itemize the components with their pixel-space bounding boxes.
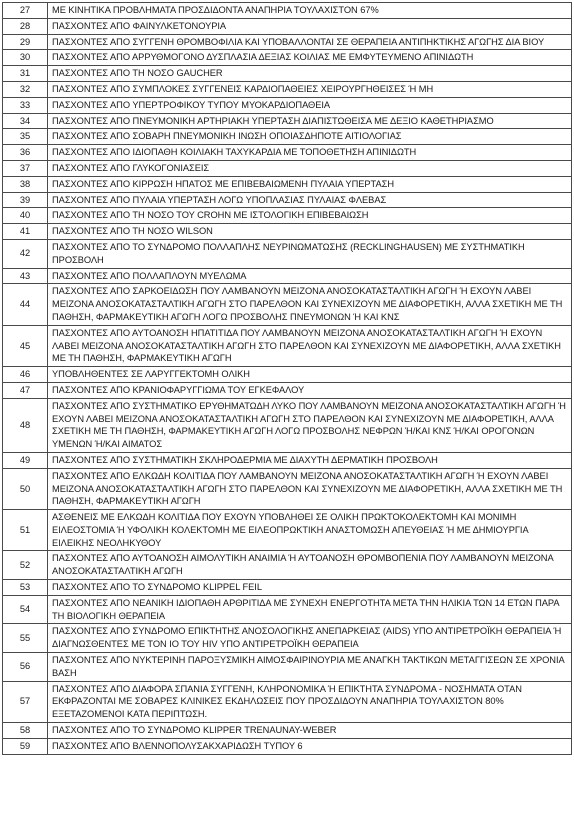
row-number: 33 — [3, 97, 48, 113]
row-number: 32 — [3, 81, 48, 97]
table-row — [3, 284, 572, 325]
table-row — [3, 653, 572, 682]
table-row — [3, 382, 572, 398]
row-description: ΠΑΣΧΟΝΤΕΣ ΑΠΟ ΥΠΕΡΤΡΟΦΙΚΟΥ ΤΥΠΟΥ ΜΥΟΚΑΡΔΙΟΠΑΘΕΙΑ — [48, 97, 572, 113]
row-number: 42 — [3, 239, 48, 268]
conditions-table-body — [3, 3, 572, 755]
table-row — [3, 268, 572, 284]
row-number: 35 — [3, 129, 48, 145]
row-description: ΑΣΘΕΝΕΙΣ ΜΕ ΕΛΚΩΔΗ ΚΟΛΙΤΙΔΑ ΠΟΥ ΕΧΟΥΝ ΥΠΟΒΛΗΘΕΙ ΣΕ ΟΛΙΚΗ ΠΡΩΚΤΟΚΟΛΕΚΤΟΜΗ ΚΑΙ ΜΟΝΙΜΗ ΕΙΛΕΟΣΤΟΜΙΑ Ή ΥΦΟΛΙΚΗ ΚΟΛΕΚΤΟΜΗ ΜΕ ΕΙΛΕΟΠΡΩΚΤΙΚΗ ΑΝΑΣΤΟΜΩΣΗ ΑΠΕΥΘΕΙΑΣ Ή ΜΕ ΔΗΜΙΟΥΡΓΙΑ ΕΙΛΕΙΚΗΣ ΝΕΟΛΗΚΥΘΟΥ — [48, 510, 572, 551]
row-description: ΠΑΣΧΟΝΤΕΣ ΑΠΟ ΑΥΤΟΑΝΟΣΗ ΑΙΜΟΛΥΤΙΚΗ ΑΝΑΙΜΙΑ Ή ΑΥΤΟΑΝΟΣΗ ΘΡΟΜΒΟΠΕΝΙΑ ΠΟΥ ΛΑΜΒΑΝΟΥΝ ΜΕΙΖΟΝΑ ΑΝΟΣΟΚΑΤΑΣΤΑΛΤΙΚΗ ΑΓΩΓΗ — [48, 551, 572, 580]
table-row — [3, 3, 572, 19]
row-description: ΠΑΣΧΟΝΤΕΣ ΑΠΟ ΤΗ ΝΟΣΟ ΤΟΥ CROHN ΜΕ ΙΣΤΟΛΟΓΙΚΗ ΕΠΙΒΕΒΑΙΩΣΗ — [48, 208, 572, 224]
row-number: 45 — [3, 325, 48, 366]
row-number: 48 — [3, 398, 48, 452]
row-number: 56 — [3, 653, 48, 682]
row-number: 57 — [3, 681, 48, 722]
row-number: 55 — [3, 624, 48, 653]
table-row — [3, 468, 572, 509]
row-description: ΠΑΣΧΟΝΤΕΣ ΑΠΟ ΣΥΓΓΕΝΗ ΘΡΟΜΒΟΦΙΛΙΑ ΚΑΙ ΥΠΟΒΑΛΛΟΝΤΑΙ ΣΕ ΘΕΡΑΠΕΙΑ ΑΝΤΙΠΗΚΤΙΚΗΣ ΑΓΩΓΗΣ ΔΙΑ ΒΙΟΥ — [48, 34, 572, 50]
row-description: ΠΑΣΧΟΝΤΕΣ ΑΠΟ ΤΟ ΣΥΝΔΡΟΜΟ ΠΟΛΛΑΠΛΗΣ ΝΕΥΡΙΝΩΜΑΤΩΣΗΣ (RECKLINGHAUSEN) ΜΕ ΣΥΣΤΗΜΑΤΙΚΗ ΠΡΟΣΒΟΛΗ — [48, 239, 572, 268]
table-row — [3, 145, 572, 161]
row-description: ΠΑΣΧΟΝΤΕΣ ΑΠΟ ΤΟ ΣΥΝΔΡΟΜΟ KLIPPEL FEIL — [48, 580, 572, 596]
table-row — [3, 398, 572, 452]
row-number: 49 — [3, 452, 48, 468]
row-number: 46 — [3, 367, 48, 383]
row-number: 50 — [3, 468, 48, 509]
row-number: 54 — [3, 595, 48, 624]
table-row — [3, 129, 572, 145]
row-number: 38 — [3, 176, 48, 192]
row-number: 31 — [3, 66, 48, 82]
table-row — [3, 34, 572, 50]
row-description: ΠΑΣΧΟΝΤΕΣ ΑΠΟ ΤΗ ΝΟΣΟ GAUCHER — [48, 66, 572, 82]
table-row — [3, 208, 572, 224]
row-number: 36 — [3, 145, 48, 161]
table-row — [3, 723, 572, 739]
row-number: 59 — [3, 738, 48, 754]
table-row — [3, 624, 572, 653]
row-number: 52 — [3, 551, 48, 580]
table-row — [3, 224, 572, 240]
row-description: ΠΑΣΧΟΝΤΕΣ ΑΠΟ ΠΟΛΛΑΠΛΟΥΝ ΜΥΕΛΩΜΑ — [48, 268, 572, 284]
row-number: 34 — [3, 113, 48, 129]
table-row — [3, 738, 572, 754]
row-description: ΠΑΣΧΟΝΤΕΣ ΑΠΟ ΙΔΙΟΠΑΘΗ ΚΟΙΛΙΑΚΗ ΤΑΧΥΚΑΡΔΙΑ ΜΕ ΤΟΠΟΘΕΤΗΣΗ ΑΠΙΝΙΔΩΤΗ — [48, 145, 572, 161]
row-description: ΠΑΣΧΟΝΤΕΣ ΑΠΟ ΣΥΝΔΡΟΜΟ ΕΠΙΚΤΗΤΗΣ ΑΝΟΣΟΛΟΓΙΚΗΣ ΑΝΕΠΑΡΚΕΙΑΣ (AIDS) ΥΠΟ ΑΝΤΙΡΕΤΡΟΪΚΗ ΘΕΡΑΠΕΙΑ Ή ΔΙΑΓΝΩΣΘΕΝΤΕΣ ΜΕ ΤΟΝ ΙΟ ΤΟΥ HIV ΥΠΟ ΑΝΤΙΡΕΤΡΟΪΚΗ ΘΕΡΑΠΕΙΑ — [48, 624, 572, 653]
table-row — [3, 239, 572, 268]
table-row — [3, 113, 572, 129]
table-row — [3, 192, 572, 208]
table-row — [3, 176, 572, 192]
table-row — [3, 510, 572, 551]
row-number: 47 — [3, 382, 48, 398]
row-description: ΠΑΣΧΟΝΤΕΣ ΑΠΟ ΦΑΙΝΥΛΚΕΤΟΝΟΥΡΙΑ — [48, 18, 572, 34]
row-description: ΠΑΣΧΟΝΤΕΣ ΑΠΟ ΔΙΑΦΟΡΑ ΣΠΑΝΙΑ ΣΥΓΓΕΝΗ, ΚΛΗΡΟΝΟΜΙΚΑ Ή ΕΠΙΚΤΗΤΑ ΣΥΝΔΡΟΜΑ - ΝΟΣΗΜΑΤΑ ΟΤΑΝ ΕΚΦΡΑΖΟΝΤΑΙ ΜΕ ΣΟΒΑΡΕΣ ΚΛΙΝΙΚΕΣ ΕΚΔΗΛΩΣΕΙΣ ΠΟΥ ΠΡΟΣΔΙΔΟΥΝ ΑΝΑΠΗΡΙΑ ΤΟΥΛΑΧΙΣΤΟΝ 80% ΕΞΕΤΑΖΟΜΕΝΟΙ ΚΑΤΑ ΠΕΡΙΠΤΩΣΗ. — [48, 681, 572, 722]
row-description: ΠΑΣΧΟΝΤΕΣ ΑΠΟ ΣΑΡΚΟΕΙΔΩΣΗ ΠΟΥ ΛΑΜΒΑΝΟΥΝ ΜΕΙΖΟΝΑ ΑΝΟΣΟΚΑΤΑΣΤΑΛΤΙΚΗ ΑΓΩΓΗ Ή ΕΧΟΥΝ ΛΑΒΕΙ ΜΕΙΖΟΝΑ ΑΝΟΣΟΚΑΤΑΣΤΑΛΤΙΚΗ ΑΓΩΓΗ ΣΤΟ ΠΑΡΕΛΘΟΝ ΚΑΙ ΣΥΝΕΧΙΖΟΥΝ ΜΕ ΔΙΑΦΟΡΕΤΙΚΗ, ΑΛΛΑ ΣΧΕΤΙΚΗ ΜΕ ΤΗ ΠΑΘΗΣΗ, ΦΑΡΜΑΚΕΥΤΙΚΗ ΑΓΩΓΗ ΛΟΓΩ ΠΡΟΣΒΟΛΗΣ ΠΝΕΥΜΟΝΩΝ Ή ΚΑΙ ΚΝΣ — [48, 284, 572, 325]
row-description: ΠΑΣΧΟΝΤΕΣ ΑΠΟ ΣΥΣΤΗΜΑΤΙΚΟ ΕΡΥΘΗΜΑΤΩΔΗ ΛΥΚΟ ΠΟΥ ΛΑΜΒΑΝΟΥΝ ΜΕΙΖΟΝΑ ΑΝΟΣΟΚΑΤΑΣΤΑΛΤΙΚΗ ΑΓΩΓΗ Ή ΕΧΟΥΝ ΛΑΒΕΙ ΜΕΙΖΟΝΑ ΑΝΟΣΟΚΑΤΑΣΤΑΛΤΙΚΗ ΑΓΩΓΗ ΣΤΟ ΠΑΡΕΛΘΟΝ ΚΑΙ ΣΥΝΕΧΙΖΟΥΝ ΜΕ ΔΙΑΦΟΡΕΤΙΚΗ, ΑΛΛΑ ΣΧΕΤΙΚΗ ΜΕ ΤΗ ΠΑΘΗΣΗ, ΦΑΡΜΑΚΕΥΤΙΚΗ ΑΓΩΓΗ ΛΟΓΩ ΠΡΟΣΒΟΛΗΣ ΝΕΦΡΩΝ Ή/ΚΑΙ ΚΝΣ Ή/ΚΑΙ ΟΡΟΓΟΝΩΝ ΥΜΕΝΩΝ Ή/ΚΑΙ ΑΙΜΑΤΟΣ — [48, 398, 572, 452]
row-number: 39 — [3, 192, 48, 208]
row-description: ΠΑΣΧΟΝΤΕΣ ΑΠΟ ΕΛΚΩΔΗ ΚΟΛΙΤΙΔΑ ΠΟΥ ΛΑΜΒΑΝΟΥΝ ΜΕΙΖΟΝΑ ΑΝΟΣΟΚΑΤΑΣΤΑΛΤΙΚΗ ΑΓΩΓΗ Ή ΕΧΟΥΝ ΛΑΒΕΙ ΜΕΙΖΟΝΑ ΑΝΟΣΟΚΑΤΑΣΤΑΛΤΙΚΗ ΑΓΩΓΗ ΣΤΟ ΠΑΡΕΛΘΟΝ ΚΑΙ ΣΥΝΕΧΙΖΟΥΝ ΜΕ ΔΙΑΦΟΡΕΤΙΚΗ, ΑΛΛΑ ΣΧΕΤΙΚΗ ΜΕ ΤΗ ΠΑΘΗΣΗ, ΦΑΡΜΑΚΕΥΤΙΚΗ ΑΓΩΓΗ — [48, 468, 572, 509]
row-number: 28 — [3, 18, 48, 34]
row-number: 40 — [3, 208, 48, 224]
row-description: ΠΑΣΧΟΝΤΕΣ ΑΠΟ ΝΕΑΝΙΚΗ ΙΔΙΟΠΑΘΗ ΑΡΘΡΙΤΙΔΑ ΜΕ ΣΥΝΕΧΗ ΕΝΕΡΓΟΤΗΤΑ ΜΕΤΑ ΤΗΝ ΗΛΙΚΙΑ ΤΩΝ 14 ΕΤΩΝ ΠΑΡΑ ΤΗ ΒΙΟΛΟΓΙΚΗ ΘΕΡΑΠΕΙΑ — [48, 595, 572, 624]
row-description: ΠΑΣΧΟΝΤΕΣ ΑΠΟ ΤΗ ΝΟΣΟ WILSON — [48, 224, 572, 240]
row-number: 30 — [3, 50, 48, 66]
table-row — [3, 452, 572, 468]
row-number: 43 — [3, 268, 48, 284]
row-number: 44 — [3, 284, 48, 325]
row-number: 41 — [3, 224, 48, 240]
row-number: 58 — [3, 723, 48, 739]
row-description: ΠΑΣΧΟΝΤΕΣ ΑΠΟ ΣΥΣΤΗΜΑΤΙΚΗ ΣΚΛΗΡΟΔΕΡΜΙΑ ΜΕ ΔΙΑΧΥΤΗ ΔΕΡΜΑΤΙΚΗ ΠΡΟΣΒΟΛΗ — [48, 452, 572, 468]
conditions-table — [2, 2, 572, 755]
table-row — [3, 50, 572, 66]
table-row — [3, 367, 572, 383]
table-row — [3, 580, 572, 596]
row-number: 53 — [3, 580, 48, 596]
row-description: ΜΕ ΚΙΝΗΤΙΚΑ ΠΡΟΒΛΗΜΑΤΑ ΠΡΟΣΔΙΔΟΝΤΑ ΑΝΑΠΗΡΙΑ ΤΟΥΛΑΧΙΣΤΟΝ 67% — [48, 3, 572, 19]
row-description: ΠΑΣΧΟΝΤΕΣ ΑΠΟ ΚΡΑΝΙΟΦΑΡΥΓΓΙΩΜΑ ΤΟΥ ΕΓΚΕΦΑΛΟΥ — [48, 382, 572, 398]
table-row — [3, 81, 572, 97]
table-row — [3, 325, 572, 366]
row-description: ΠΑΣΧΟΝΤΕΣ ΑΠΟ ΓΛΥΚΟΓΟΝΙΑΣΕΙΣ — [48, 160, 572, 176]
table-row — [3, 160, 572, 176]
table-row — [3, 97, 572, 113]
table-row — [3, 681, 572, 722]
row-description: ΠΑΣΧΟΝΤΕΣ ΑΠΟ ΠΝΕΥΜΟΝΙΚΗ ΑΡΤΗΡΙΑΚΗ ΥΠΕΡΤΑΣΗ ΔΙΑΠΙΣΤΩΘΕΙΣΑ ΜΕ ΔΕΞΙΟ ΚΑΘΕΤΗΡΙΑΣΜΟ — [48, 113, 572, 129]
row-description: ΠΑΣΧΟΝΤΕΣ ΑΠΟ ΒΛΕΝΝΟΠΟΛΥΣΑΚΧΑΡΙΔΩΣΗ ΤΥΠΟΥ 6 — [48, 738, 572, 754]
row-description: ΠΑΣΧΟΝΤΕΣ ΑΠΟ ΤΟ ΣΥΝΔΡΟΜΟ KLIPPER TRENAUNAY-WEBER — [48, 723, 572, 739]
row-description: ΠΑΣΧΟΝΤΕΣ ΑΠΟ ΝΥΚΤΕΡΙΝΗ ΠΑΡΟΞΥΣΜΙΚΗ ΑΙΜΟΣΦΑΙΡΙΝΟΥΡΙΑ ΜΕ ΑΝΑΓΚΗ ΤΑΚΤΙΚΩΝ ΜΕΤΑΓΓΙΣΕΩΝ ΣΕ ΧΡΟΝΙΑ ΒΑΣΗ — [48, 653, 572, 682]
row-description: ΥΠΟΒΛΗΘΕΝΤΕΣ ΣΕ ΛΑΡΥΓΓΕΚΤΟΜΗ ΟΛΙΚΗ — [48, 367, 572, 383]
row-description: ΠΑΣΧΟΝΤΕΣ ΑΠΟ ΣΟΒΑΡΗ ΠΝΕΥΜΟΝΙΚΗ ΙΝΩΣΗ ΟΠΟΙΑΣΔΗΠΟΤΕ ΑΙΤΙΟΛΟΓΙΑΣ — [48, 129, 572, 145]
row-number: 37 — [3, 160, 48, 176]
row-description: ΠΑΣΧΟΝΤΕΣ ΑΠΟ ΑΡΡΥΘΜΟΓΟΝΟ ΔΥΣΠΛΑΣΙΑ ΔΕΞΙΑΣ ΚΟΙΛΙΑΣ ΜΕ ΕΜΦΥΤΕΥΜΕΝΟ ΑΠΙΝΙΔΩΤΗ — [48, 50, 572, 66]
row-number: 29 — [3, 34, 48, 50]
table-row — [3, 66, 572, 82]
row-description: ΠΑΣΧΟΝΤΕΣ ΑΠΟ ΠΥΛΑΙΑ ΥΠΕΡΤΑΣΗ ΛΟΓΩ ΥΠΟΠΛΑΣΙΑΣ ΠΥΛΑΙΑΣ ΦΛΕΒΑΣ — [48, 192, 572, 208]
row-number: 27 — [3, 3, 48, 19]
row-description: ΠΑΣΧΟΝΤΕΣ ΑΠΟ ΑΥΤΟΑΝΟΣΗ ΗΠΑΤΙΤΙΔΑ ΠΟΥ ΛΑΜΒΑΝΟΥΝ ΜΕΙΖΟΝΑ ΑΝΟΣΟΚΑΤΑΣΤΑΛΤΙΚΗ ΑΓΩΓΗ Ή ΕΧΟΥΝ ΛΑΒΕΙ ΜΕΙΖΟΝΑ ΑΝΟΣΟΚΑΤΑΣΤΑΛΤΙΚΗ ΑΓΩΓΗ ΣΤΟ ΠΑΡΕΛΘΟΝ ΚΑΙ ΣΥΝΕΧΙΖΟΥΝ ΜΕ ΔΙΑΦΟΡΕΤΙΚΗ, ΑΛΛΑ ΣΧΕΤΙΚΗ ΜΕ ΤΗ ΠΑΘΗΣΗ, ΦΑΡΜΑΚΕΥΤΙΚΗ ΑΓΩΓΗ — [48, 325, 572, 366]
table-row — [3, 18, 572, 34]
table-row — [3, 595, 572, 624]
table-row — [3, 551, 572, 580]
row-number: 51 — [3, 510, 48, 551]
row-description: ΠΑΣΧΟΝΤΕΣ ΑΠΟ ΚΙΡΡΩΣΗ ΗΠΑΤΟΣ ΜΕ ΕΠΙΒΕΒΑΙΩΜΕΝΗ ΠΥΛΑΙΑ ΥΠΕΡΤΑΣΗ — [48, 176, 572, 192]
row-description: ΠΑΣΧΟΝΤΕΣ ΑΠΟ ΣΥΜΠΛΟΚΕΣ ΣΥΓΓΕΝΕΙΣ ΚΑΡΔΙΟΠΑΘΕΙΕΣ ΧΕΙΡΟΥΡΓΗΘΕΙΣΕΣ Ή ΜΗ — [48, 81, 572, 97]
